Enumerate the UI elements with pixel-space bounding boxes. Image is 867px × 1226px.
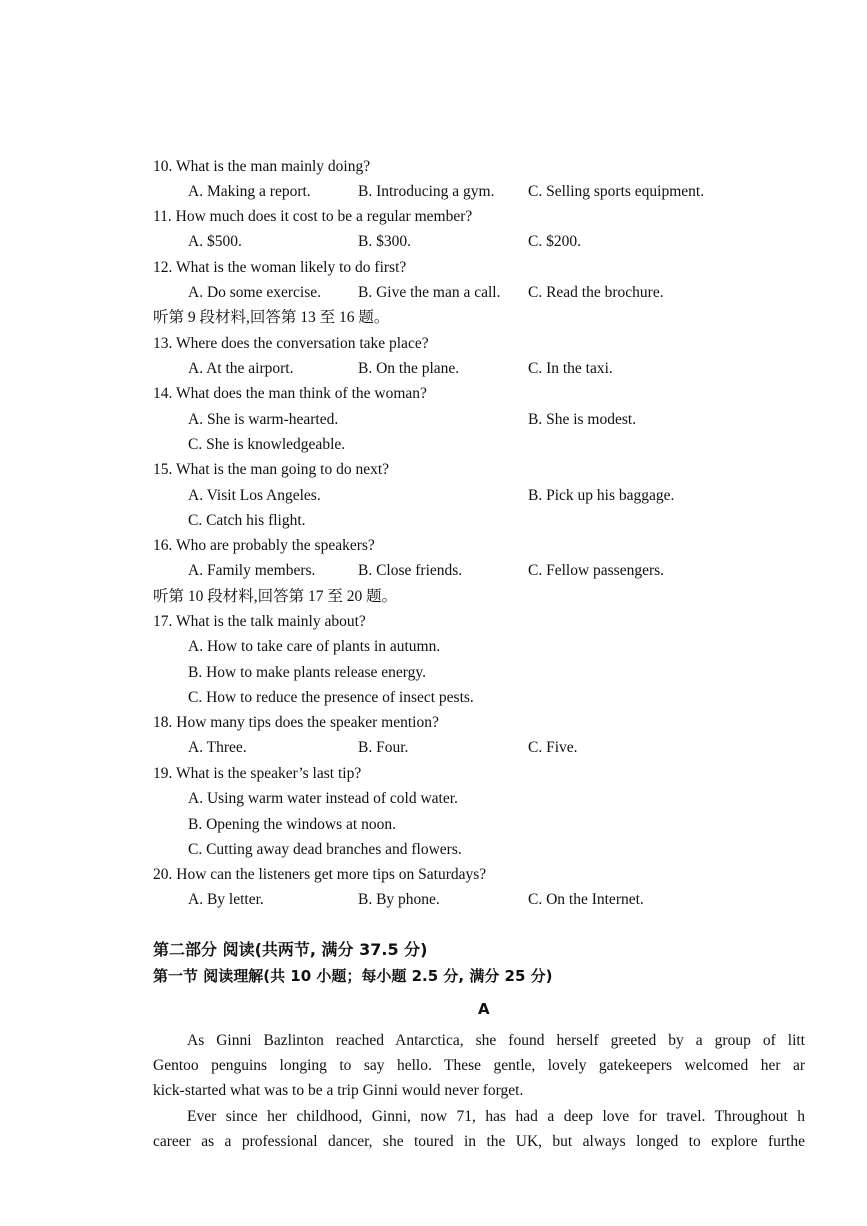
question-19: 19. What is the speaker’s last tip? [153, 765, 362, 782]
q10-option-c: C. Selling sports equipment. [528, 183, 705, 200]
passage-paragraph-2 [153, 1104, 805, 1154]
passage-label: A [478, 1000, 490, 1018]
section-9-instruction: 听第 9 段材料,回答第 13 至 16 题。 [153, 309, 390, 326]
q20-option-a: A. By letter. [188, 891, 264, 908]
q12-option-c: C. Read the brochure. [528, 284, 664, 301]
q18-option-b: B. Four. [358, 739, 409, 756]
question-12: 12. What is the woman likely to do first? [153, 259, 407, 276]
q12-option-b: B. Give the man a call. [358, 284, 501, 301]
passage-paragraph-1 [153, 1028, 805, 1104]
paragraph-1-line-1: As Ginni Bazlinton reached Antarctica, she found herself greeted by a group of litt [187, 1032, 805, 1049]
q13-option-b: B. On the plane. [358, 360, 460, 377]
question-16: 16. Who are probably the speakers? [153, 537, 375, 554]
q17-option-b: B. How to make plants release energy. [188, 664, 427, 681]
question-18: 18. How many tips does the speaker mention? [153, 714, 439, 731]
paragraph-2-line-2: career as a professional dancer, she toured in the UK, but always longed to explore furthe [153, 1133, 805, 1151]
q10-option-b: B. Introducing a gym. [358, 183, 495, 200]
question-17: 17. What is the talk mainly about? [153, 613, 366, 630]
q13-option-a: A. At the airport. [188, 360, 294, 377]
q11-option-b: B. $300. [358, 233, 411, 250]
q10-option-a: A. Making a report. [188, 183, 311, 200]
paragraph-1-line-3: kick-started what was to be a trip Ginni would never forget. [153, 1082, 524, 1100]
q15-option-a: A. Visit Los Angeles. [188, 487, 321, 504]
q12-option-a: A. Do some exercise. [188, 284, 321, 301]
q15-option-c: C. Catch his flight. [188, 512, 306, 529]
q16-option-a: A. Family members. [188, 562, 316, 579]
question-15: 15. What is the man going to do next? [153, 461, 390, 478]
section-10-instruction: 听第 10 段材料,回答第 17 至 20 题。 [153, 588, 398, 605]
paragraph-2-line-1: Ever since her childhood, Ginni, now 71, has had a deep love for travel. Throughout h [187, 1108, 805, 1125]
q19-option-b: B. Opening the windows at noon. [188, 816, 396, 833]
q20-option-b: B. By phone. [358, 891, 440, 908]
q20-option-c: C. On the Internet. [528, 891, 644, 908]
q18-option-a: A. Three. [188, 739, 247, 756]
q11-option-a: A. $500. [188, 233, 242, 250]
q17-option-c: C. How to reduce the presence of insect pests. [188, 689, 474, 706]
question-13: 13. Where does the conversation take place? [153, 335, 429, 352]
q11-option-c: C. $200. [528, 233, 581, 250]
q13-option-c: C. In the taxi. [528, 360, 613, 377]
q18-option-c: C. Five. [528, 739, 578, 756]
section-1-heading: 第一节 阅读理解(共 10 小题；每小题 2.5 分, 满分 25 分) [153, 967, 553, 985]
part-2-heading: 第二部分 阅读(共两节, 满分 37.5 分) [153, 940, 428, 959]
q19-option-c: C. Cutting away dead branches and flowers. [188, 841, 462, 858]
question-11: 11. How much does it cost to be a regular member? [153, 208, 473, 225]
q16-option-c: C. Fellow passengers. [528, 562, 665, 579]
q14-option-a: A. She is warm-hearted. [188, 411, 339, 428]
q15-option-b: B. Pick up his baggage. [528, 487, 675, 504]
paragraph-1-line-2: Gentoo penguins longing to say hello. These gentle, lovely gatekeepers welcomed her ar [153, 1057, 805, 1075]
question-20: 20. How can the listeners get more tips on Saturdays? [153, 866, 487, 883]
q16-option-b: B. Close friends. [358, 562, 463, 579]
q14-option-b: B. She is modest. [528, 411, 637, 428]
q17-option-a: A. How to take care of plants in autumn. [188, 638, 441, 655]
question-10: 10. What is the man mainly doing? [153, 158, 371, 175]
q19-option-a: A. Using warm water instead of cold water. [188, 790, 458, 807]
q14-option-c: C. She is knowledgeable. [188, 436, 346, 453]
question-14: 14. What does the man think of the woman? [153, 385, 427, 402]
